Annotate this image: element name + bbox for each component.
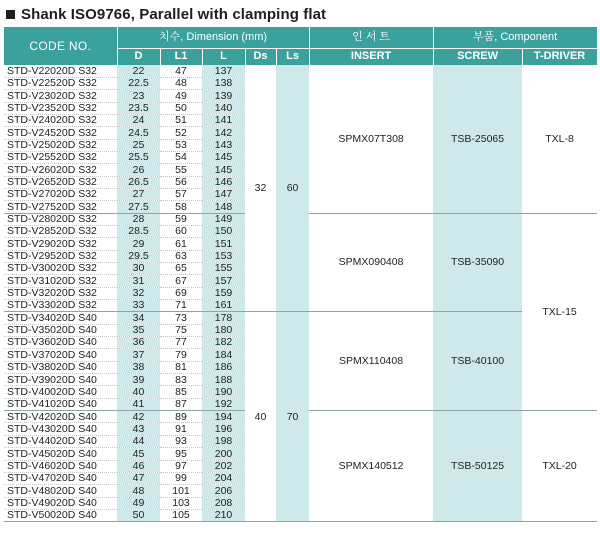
d-cell: 22: [117, 65, 160, 77]
code-cell: STD-V24520D S32: [4, 127, 117, 139]
l-cell: 196: [202, 423, 245, 435]
l1-cell: 52: [160, 127, 202, 139]
l-cell: 186: [202, 361, 245, 373]
header-insert: INSERT: [309, 48, 433, 65]
d-cell: 28.5: [117, 225, 160, 237]
code-cell: STD-V39020D S40: [4, 374, 117, 386]
l1-cell: 77: [160, 337, 202, 349]
title-text: Shank ISO9766, Parallel with clamping flat: [21, 5, 327, 23]
code-cell: STD-V42020D S40: [4, 411, 117, 423]
d-cell: 50: [117, 509, 160, 521]
l1-cell: 58: [160, 201, 202, 213]
d-cell: 29.5: [117, 250, 160, 262]
l1-cell: 65: [160, 263, 202, 275]
d-cell: 46: [117, 460, 160, 472]
l1-cell: 49: [160, 90, 202, 102]
code-cell: STD-V36020D S40: [4, 337, 117, 349]
l-cell: 153: [202, 250, 245, 262]
header-l1: L1: [160, 48, 202, 65]
code-cell: STD-V48020D S40: [4, 485, 117, 497]
code-cell: STD-V40020D S40: [4, 386, 117, 398]
d-cell: 30: [117, 263, 160, 275]
header-dimension: 치수, Dimension (mm): [117, 27, 309, 48]
t-driver-cell: TXL-15: [522, 213, 597, 411]
l1-cell: 97: [160, 460, 202, 472]
header-ls: Ls: [276, 48, 309, 65]
d-cell: 36: [117, 337, 160, 349]
ds-cell: 40: [245, 312, 276, 522]
code-cell: STD-V25520D S32: [4, 151, 117, 163]
l1-cell: 73: [160, 312, 202, 324]
l-cell: 206: [202, 485, 245, 497]
l1-cell: 57: [160, 188, 202, 200]
code-cell: STD-V32020D S32: [4, 287, 117, 299]
l1-cell: 53: [160, 139, 202, 151]
code-cell: STD-V34020D S40: [4, 312, 117, 324]
code-cell: STD-V26020D S32: [4, 164, 117, 176]
l-cell: 178: [202, 312, 245, 324]
code-cell: STD-V35020D S40: [4, 324, 117, 336]
screw-cell: TSB-50125: [433, 411, 522, 522]
insert-cell: SPMX140512: [309, 411, 433, 522]
screw-cell: TSB-25065: [433, 65, 522, 213]
table-row: [4, 65, 597, 77]
l-cell: 155: [202, 263, 245, 275]
d-cell: 34: [117, 312, 160, 324]
code-cell: STD-V24020D S32: [4, 114, 117, 126]
l1-cell: 55: [160, 164, 202, 176]
l1-cell: 101: [160, 485, 202, 497]
code-cell: STD-V43020D S40: [4, 423, 117, 435]
t-driver-cell: TXL-20: [522, 411, 597, 522]
l1-cell: 75: [160, 324, 202, 336]
insert-cell: SPMX090408: [309, 213, 433, 312]
d-cell: 43: [117, 423, 160, 435]
code-cell: STD-V46020D S40: [4, 460, 117, 472]
code-cell: STD-V37020D S40: [4, 349, 117, 361]
l1-cell: 51: [160, 114, 202, 126]
code-cell: STD-V45020D S40: [4, 448, 117, 460]
header-t-driver: T-DRIVER: [522, 48, 597, 65]
d-cell: 24: [117, 114, 160, 126]
l-cell: 147: [202, 188, 245, 200]
l1-cell: 89: [160, 411, 202, 423]
l-cell: 184: [202, 349, 245, 361]
d-cell: 40: [117, 386, 160, 398]
code-cell: STD-V30020D S32: [4, 263, 117, 275]
l-cell: 188: [202, 374, 245, 386]
table-row: [4, 312, 597, 324]
l-cell: 204: [202, 472, 245, 484]
l1-cell: 56: [160, 176, 202, 188]
l-cell: 192: [202, 398, 245, 410]
l-cell: 139: [202, 90, 245, 102]
l1-cell: 61: [160, 238, 202, 250]
l-cell: 182: [202, 337, 245, 349]
code-cell: STD-V50020D S40: [4, 509, 117, 521]
ds-cell: 32: [245, 65, 276, 312]
code-cell: STD-V22020D S32: [4, 65, 117, 77]
header-component: 부품, Component: [433, 27, 597, 48]
l-cell: 159: [202, 287, 245, 299]
d-cell: 38: [117, 361, 160, 373]
l-cell: 161: [202, 300, 245, 312]
code-cell: STD-V22520D S32: [4, 77, 117, 89]
l1-cell: 50: [160, 102, 202, 114]
header-d: D: [117, 48, 160, 65]
header-code-no: CODE NO.: [4, 27, 117, 65]
d-cell: 47: [117, 472, 160, 484]
l1-cell: 91: [160, 423, 202, 435]
l-cell: 202: [202, 460, 245, 472]
d-cell: 29: [117, 238, 160, 250]
l-cell: 146: [202, 176, 245, 188]
code-cell: STD-V47020D S40: [4, 472, 117, 484]
l1-cell: 71: [160, 300, 202, 312]
header-ds: Ds: [245, 48, 276, 65]
l-cell: 141: [202, 114, 245, 126]
l1-cell: 79: [160, 349, 202, 361]
code-cell: STD-V23520D S32: [4, 102, 117, 114]
l1-cell: 87: [160, 398, 202, 410]
code-cell: STD-V28520D S32: [4, 225, 117, 237]
header-l: L: [202, 48, 245, 65]
code-cell: STD-V26520D S32: [4, 176, 117, 188]
d-cell: 48: [117, 485, 160, 497]
d-cell: 44: [117, 435, 160, 447]
code-cell: STD-V23020D S32: [4, 90, 117, 102]
code-cell: STD-V27020D S32: [4, 188, 117, 200]
l1-cell: 54: [160, 151, 202, 163]
d-cell: 25: [117, 139, 160, 151]
title-bullet-icon: [6, 10, 15, 19]
d-cell: 26: [117, 164, 160, 176]
screw-cell: TSB-40100: [433, 312, 522, 411]
insert-cell: SPMX07T308: [309, 65, 433, 213]
d-cell: 28: [117, 213, 160, 225]
code-cell: STD-V44020D S40: [4, 435, 117, 447]
screw-cell: TSB-35090: [433, 213, 522, 312]
d-cell: 27.5: [117, 201, 160, 213]
l1-cell: 63: [160, 250, 202, 262]
l-cell: 157: [202, 275, 245, 287]
l1-cell: 59: [160, 213, 202, 225]
code-cell: STD-V33020D S32: [4, 300, 117, 312]
code-cell: STD-V27520D S32: [4, 201, 117, 213]
insert-cell: SPMX110408: [309, 312, 433, 411]
l-cell: 137: [202, 65, 245, 77]
l-cell: 142: [202, 127, 245, 139]
l-cell: 145: [202, 164, 245, 176]
d-cell: 23.5: [117, 102, 160, 114]
l-cell: 210: [202, 509, 245, 521]
l-cell: 198: [202, 435, 245, 447]
l-cell: 138: [202, 77, 245, 89]
d-cell: 25.5: [117, 151, 160, 163]
d-cell: 39: [117, 374, 160, 386]
l-cell: 180: [202, 324, 245, 336]
t-driver-cell: TXL-8: [522, 65, 597, 213]
l1-cell: 93: [160, 435, 202, 447]
l1-cell: 105: [160, 509, 202, 521]
header-insert-ko: 인 서 트: [309, 27, 433, 48]
l1-cell: 99: [160, 472, 202, 484]
l1-cell: 60: [160, 225, 202, 237]
l-cell: 200: [202, 448, 245, 460]
d-cell: 24.5: [117, 127, 160, 139]
l1-cell: 47: [160, 65, 202, 77]
l-cell: 148: [202, 201, 245, 213]
l1-cell: 85: [160, 386, 202, 398]
d-cell: 41: [117, 398, 160, 410]
l-cell: 149: [202, 213, 245, 225]
code-cell: STD-V41020D S40: [4, 398, 117, 410]
table-title: [6, 3, 326, 25]
ls-cell: 60: [276, 65, 309, 312]
code-cell: STD-V49020D S40: [4, 497, 117, 509]
header-screw: SCREW: [433, 48, 522, 65]
code-cell: STD-V29020D S32: [4, 238, 117, 250]
l-cell: 150: [202, 225, 245, 237]
ls-cell: 70: [276, 312, 309, 522]
d-cell: 37: [117, 349, 160, 361]
code-cell: STD-V31020D S32: [4, 275, 117, 287]
d-cell: 22.5: [117, 77, 160, 89]
l-cell: 208: [202, 497, 245, 509]
d-cell: 31: [117, 275, 160, 287]
code-cell: STD-V29520D S32: [4, 250, 117, 262]
l1-cell: 69: [160, 287, 202, 299]
d-cell: 26.5: [117, 176, 160, 188]
l1-cell: 67: [160, 275, 202, 287]
l-cell: 194: [202, 411, 245, 423]
d-cell: 23: [117, 90, 160, 102]
code-cell: STD-V38020D S40: [4, 361, 117, 373]
l-cell: 140: [202, 102, 245, 114]
spec-table: [4, 27, 598, 522]
l1-cell: 81: [160, 361, 202, 373]
l-cell: 143: [202, 139, 245, 151]
l-cell: 190: [202, 386, 245, 398]
code-cell: STD-V28020D S32: [4, 213, 117, 225]
d-cell: 32: [117, 287, 160, 299]
l1-cell: 95: [160, 448, 202, 460]
d-cell: 42: [117, 411, 160, 423]
d-cell: 27: [117, 188, 160, 200]
l-cell: 151: [202, 238, 245, 250]
d-cell: 45: [117, 448, 160, 460]
d-cell: 35: [117, 324, 160, 336]
d-cell: 49: [117, 497, 160, 509]
l-cell: 145: [202, 151, 245, 163]
l1-cell: 48: [160, 77, 202, 89]
l1-cell: 83: [160, 374, 202, 386]
code-cell: STD-V25020D S32: [4, 139, 117, 151]
l1-cell: 103: [160, 497, 202, 509]
d-cell: 33: [117, 300, 160, 312]
